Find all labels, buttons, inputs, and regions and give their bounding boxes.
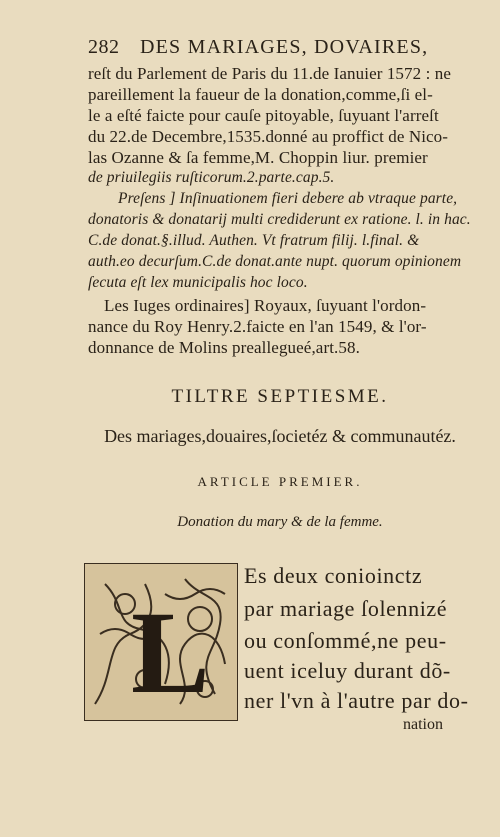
gloss-line: auth.eo decurſum.C.de donat.ante nupt. quorum opinionem — [88, 253, 462, 270]
gloss-line: C.de donat.§.illud. Authen. Vt fratrum filij. l.final. & — [88, 232, 420, 249]
svg-text:L: L — [131, 587, 210, 718]
gloss-line: ſecuta eſt lex municipalis hoc loco. — [88, 274, 308, 291]
text-line: uent iceluy durant dõ- — [244, 658, 451, 683]
text-line: ou conſommé,ne peu- — [244, 628, 447, 653]
article-heading: ARTICLE PREMIER. — [197, 474, 363, 489]
text-line: donnance de Molins preallegueé,art.58. — [88, 338, 360, 357]
section-subtitle: Des mariages,douaires,ſocietéz & communautéz. — [104, 426, 456, 446]
text-line: le a eſté faicte pour cauſe pitoyable, ſuyuant l'arreſt — [88, 106, 439, 125]
text-line: nance du Roy Henry.2.faicte en l'an 1549, & l'or- — [88, 317, 427, 336]
citation-line: de priuilegiis ruſticorum.2.parte.cap.5. — [88, 169, 335, 186]
text-line: du 22.de Decembre,1535.donné au proffict de Nico- — [88, 127, 449, 146]
text-line: Les Iuges ordinaires] Royaux, ſuyuant l'ordon- — [104, 296, 427, 315]
section-title: TILTRE SEPTIESME. — [171, 386, 389, 407]
catchword: nation — [403, 716, 443, 733]
ornament-icon — [85, 564, 237, 720]
text-line: ner l'vn à l'autre par do- — [244, 688, 469, 713]
text-line: Es deux conioinctz — [244, 563, 423, 588]
running-title: DES MARIAGES, DOVAIRES, — [140, 36, 429, 58]
gloss-line: donatoris & donatarij multi crediderunt ex ratione. l. in hac. — [88, 211, 471, 228]
page-number: 282 — [88, 36, 120, 58]
gloss-line: Preſens ] Inſinuationem fieri debere ab vtraque parte, — [118, 190, 458, 207]
decorated-initial-letter — [84, 563, 238, 721]
text-line: par mariage ſolennizé — [244, 596, 448, 621]
text-line: las Ozanne & ſa femme,M. Choppin liur. premier — [88, 148, 428, 167]
text-line: reſt du Parlement de Paris du 11.de Ianuier 1572 : ne — [88, 64, 451, 83]
text-line: pareillement la faueur de la donation,comme,ſi el- — [88, 85, 433, 104]
article-title: Donation du mary & de la femme. — [177, 514, 383, 530]
